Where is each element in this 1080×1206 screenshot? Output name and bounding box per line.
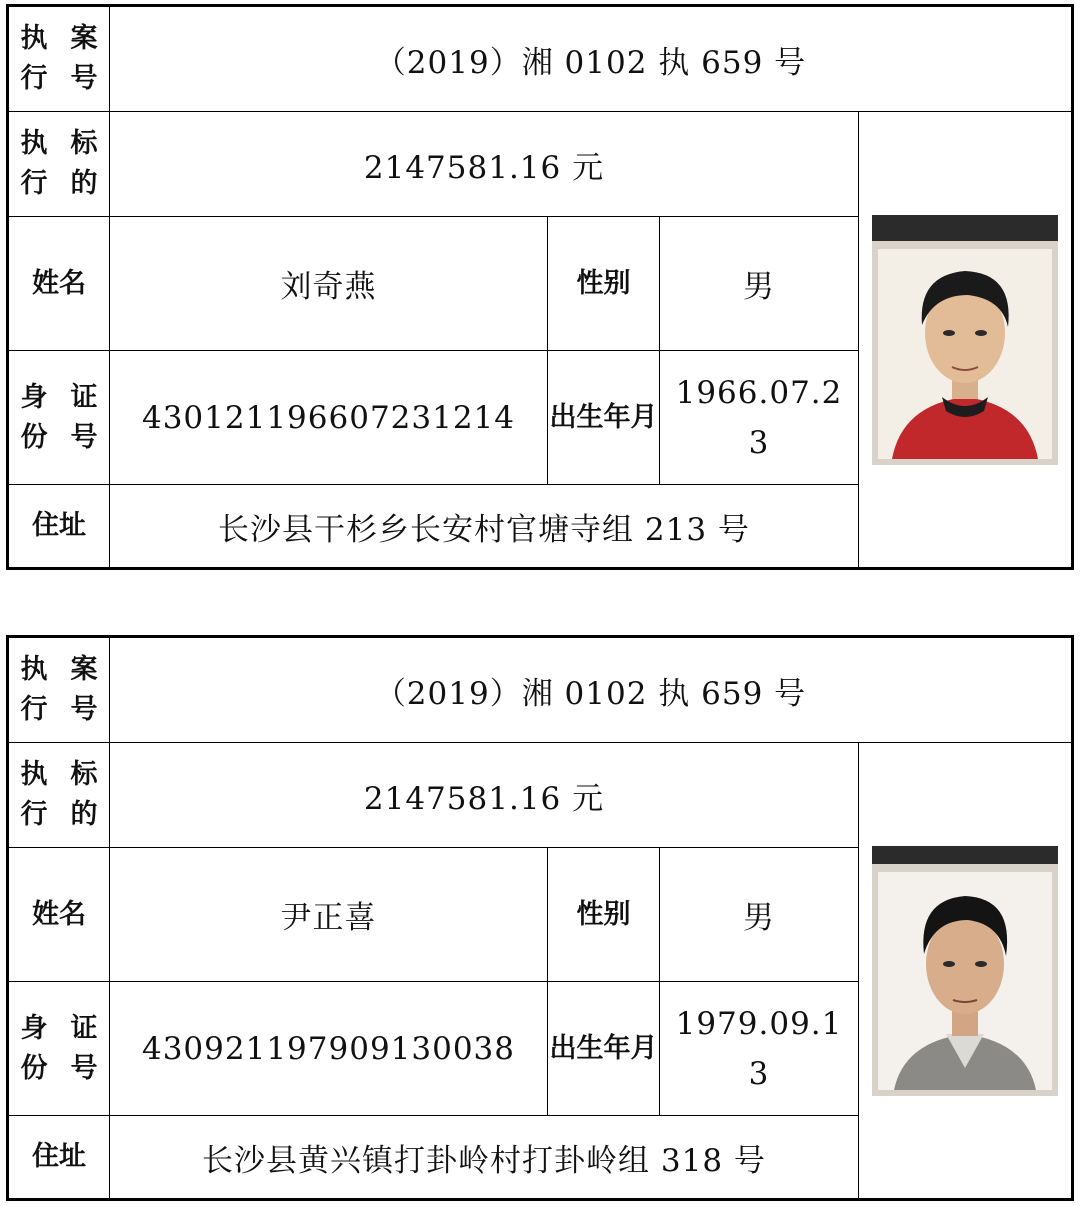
name-value: 尹正喜 — [110, 848, 548, 982]
photo-cell — [859, 743, 1071, 1198]
name-label: 姓 名 — [9, 217, 110, 351]
target-label: 执行 标的 — [9, 112, 110, 217]
id-no-value: 430121196607231214 — [110, 351, 548, 485]
gender-value: 男 — [660, 848, 859, 982]
portrait-photo-icon — [872, 846, 1058, 1096]
gender-label: 性 别 — [548, 217, 660, 351]
target-value: 2147581.16 元 — [110, 743, 859, 848]
case-no-label: 执行 案号 — [9, 7, 110, 112]
target-label: 执行 标的 — [9, 743, 110, 848]
id-no-value: 430921197909130038 — [110, 982, 548, 1116]
birth-label: 出生 年月 — [548, 982, 660, 1116]
gender-value: 男 — [660, 217, 859, 351]
person-record-2 — [6, 635, 1074, 1201]
address-value: 长沙县干杉乡长安村官塘寺组 213 号 — [110, 485, 859, 567]
case-no-label: 执行 案号 — [9, 638, 110, 743]
name-value: 刘奇燕 — [110, 217, 548, 351]
birth-label: 出生 年月 — [548, 351, 660, 485]
birth-value: 1966.07.2 3 — [660, 351, 859, 485]
name-label: 姓 名 — [9, 848, 110, 982]
target-value: 2147581.16 元 — [110, 112, 859, 217]
birth-value: 1979.09.1 3 — [660, 982, 859, 1116]
address-value: 长沙县黄兴镇打卦岭村打卦岭组 318 号 — [110, 1116, 859, 1198]
address-label: 住 址 — [9, 485, 110, 567]
id-no-label: 身份 证号 — [9, 982, 110, 1116]
id-no-label: 身份 证号 — [9, 351, 110, 485]
address-label: 住 址 — [9, 1116, 110, 1198]
case-no-value: （2019）湘 0102 执 659 号 — [110, 7, 1071, 112]
portrait-photo-icon — [872, 215, 1058, 465]
gender-label: 性 别 — [548, 848, 660, 982]
person-record-1 — [6, 4, 1074, 570]
case-no-value: （2019）湘 0102 执 659 号 — [110, 638, 1071, 743]
photo-cell — [859, 112, 1071, 567]
